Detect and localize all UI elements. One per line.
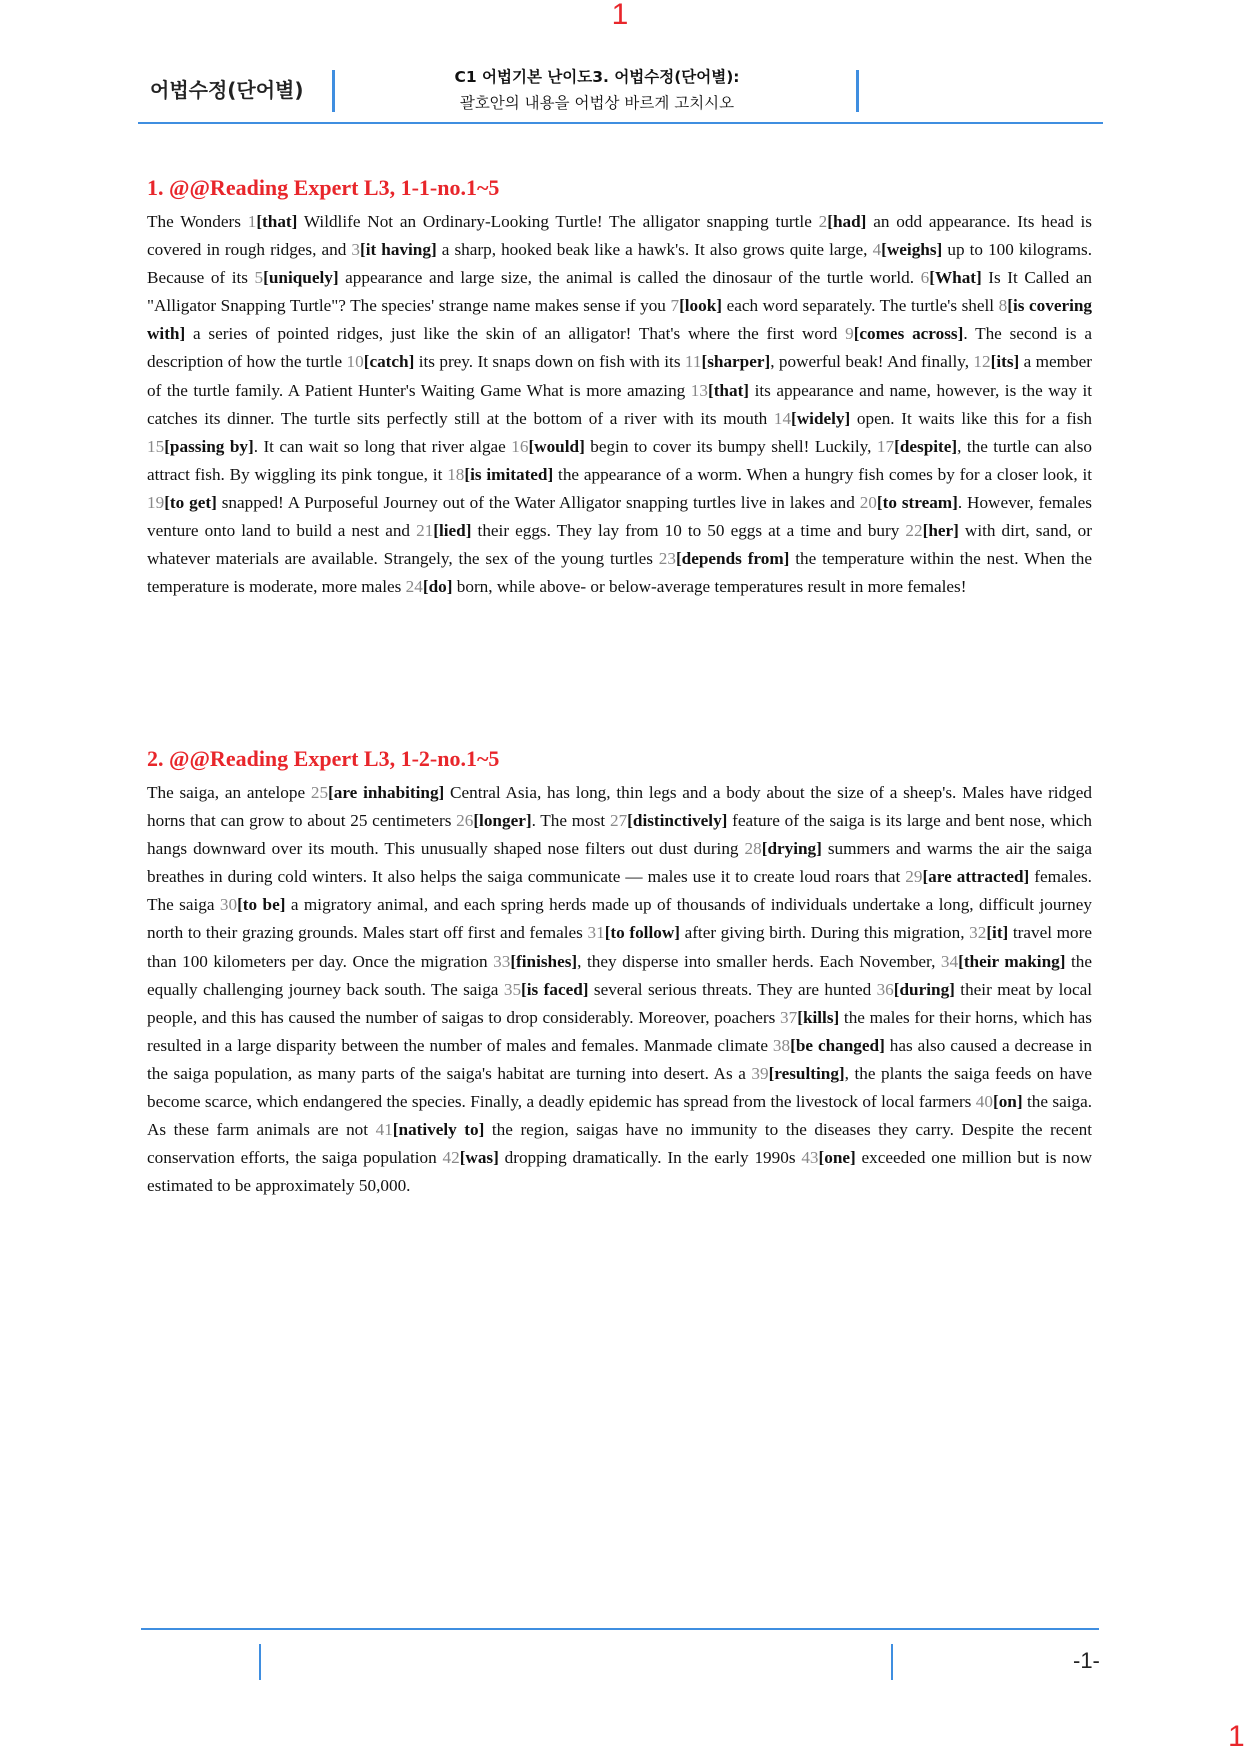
passage-text: The saiga, an antelope	[147, 783, 311, 802]
question-number: 25	[310, 783, 329, 802]
passage-text: several serious threats. They are hunted	[588, 979, 877, 999]
passage-text: , the plants the saiga feeds on have become scarce, which endangered the species. Finally, a deadly epidemic has spread from the livestock of local farmers	[147, 1063, 1092, 1112]
section-1-passage	[147, 208, 1092, 601]
question-number: 17	[876, 436, 895, 456]
question-number: 35	[503, 979, 522, 999]
section-2-title: 2. @@Reading Expert L3, 1-2-no.1~5	[147, 746, 500, 771]
bracketed-answer: [during]	[893, 979, 955, 999]
passage-text: travel more than 100 kilometers per day. Once the migration	[147, 923, 1092, 971]
question-number: 3	[351, 240, 360, 260]
passage-text: . The second is a description of how the turtle	[147, 324, 1092, 372]
question-number: 40	[975, 1092, 993, 1112]
passage-text: The Wonders	[147, 212, 248, 231]
section-2-passage	[147, 779, 1092, 1200]
instruction-line-2: 괄호안의 내용을 어법상 바르게 고치시오	[459, 94, 735, 112]
passage-text: Central Asia, has long, thin legs and a body about the size of a sheep's. Males have ridged horns that can grow to about 25 centimeters	[147, 783, 1092, 831]
bracketed-answer: [that]	[707, 380, 750, 400]
corner-marker: 1	[1228, 1720, 1245, 1753]
question-number: 7	[670, 296, 680, 316]
passage-text: . However, females venture onto land to build a nest and	[147, 492, 1092, 541]
passage-text: their meat by local people, and this has caused the number of saigas to drop considerably. Moreover, poachers	[147, 979, 1093, 1027]
passage-text: has also caused a decrease in the saiga population, as many parts of the saiga's habitat are turning into desert. As a	[147, 1035, 1093, 1083]
passage-text: the equally challenging journey back south. The saiga	[147, 951, 1092, 999]
instruction-line-1: C1 어법기본 난이도3. 어법수정(단어별):	[454, 68, 740, 86]
passage-text: , they disperse into smaller herds. Each November,	[577, 951, 941, 971]
bracketed-answer: [to get]	[164, 492, 217, 512]
bracketed-answer: [longer]	[473, 811, 532, 831]
question-number: 20	[859, 492, 877, 512]
bracketed-answer: [had]	[827, 212, 867, 231]
question-number: 19	[147, 492, 165, 512]
passage-text: snapped! A Purposeful Journey out of the Water Alligator snapping turtles live in lakes and	[216, 492, 860, 512]
question-number: 2	[818, 212, 828, 231]
bracketed-answer: [is imitated]	[464, 464, 554, 484]
passage-text: the temperature within the nest. When the temperature is moderate, more males	[147, 549, 1092, 597]
passage-text: begin to cover its bumpy shell! Luckily,	[584, 436, 877, 456]
passage-text: , the turtle can also attract fish. By wiggling its pink tongue, it	[147, 436, 1092, 484]
footer-divider-right	[891, 1644, 893, 1680]
passage-text: a sharp, hooked beak like a hawk's. It also grows quite large,	[436, 240, 873, 260]
bracketed-answer: [would]	[528, 436, 585, 456]
passage-text: appearance and large size, the animal is called the dinosaur of the turtle world.	[338, 268, 921, 288]
question-number: 31	[587, 923, 605, 943]
question-number: 5	[254, 268, 264, 288]
bracketed-answer: [finishes]	[510, 951, 578, 971]
bracketed-answer: [look]	[679, 296, 723, 316]
question-number: 15	[147, 436, 165, 456]
bracketed-answer: [comes across]	[853, 324, 964, 344]
footer-page-number: -1-	[1073, 1648, 1100, 1673]
question-number: 36	[876, 979, 894, 999]
bracketed-answer: [lied]	[433, 521, 472, 541]
passage-text: a series of pointed ridges, just like the skin of an alligator! That's where the first word	[185, 324, 846, 344]
question-number: 9	[845, 324, 854, 344]
passage-text: a migratory animal, and each spring herds made up of thousands of individuals undertake a long, difficult journey north to their grazing grounds. Males start off first and females	[147, 895, 1092, 943]
passage-text: after giving birth. During this migration,	[679, 923, 970, 943]
bracketed-answer: [distinctively]	[627, 811, 728, 831]
bracketed-answer: [catch]	[363, 352, 415, 372]
bracketed-answer: [sharper]	[701, 352, 771, 372]
passage-text: . It can wait so long that river algae	[253, 436, 512, 456]
bracketed-answer: [passing by]	[164, 436, 254, 456]
bracketed-answer: [do]	[422, 577, 453, 597]
passage-text: its prey. It snaps down on fish with its	[414, 352, 685, 372]
passage-text: Is It Called an "Alligator Snapping Turtle"? The species' strange name makes sense if you	[147, 268, 1092, 316]
bracketed-answer: [it]	[986, 923, 1009, 943]
passage-text: the males for their horns, which has resulted in a large disparity between the number of males and females. Manmade climate	[147, 1007, 1092, 1055]
question-number: 18	[447, 464, 465, 484]
bracketed-answer: [to follow]	[604, 923, 680, 943]
passage-text: females. The saiga	[147, 867, 1092, 915]
question-number: 34	[940, 951, 959, 971]
passage-text: their eggs. They lay from 10 to 50 eggs at a time and bury	[471, 521, 906, 541]
question-number: 41	[375, 1120, 393, 1140]
question-number: 4	[872, 240, 882, 260]
bracketed-answer: [widely]	[791, 408, 851, 428]
question-number: 23	[658, 549, 676, 569]
bracketed-answer: [be changed]	[790, 1035, 885, 1055]
question-number: 43	[801, 1148, 819, 1168]
question-number: 16	[511, 436, 529, 456]
bracketed-answer: [its]	[990, 352, 1020, 372]
bracketed-answer: [are attracted]	[922, 867, 1030, 887]
bracketed-answer: [are inhabiting]	[328, 783, 445, 802]
bracketed-answer: [drying]	[761, 839, 822, 859]
question-number: 33	[493, 951, 511, 971]
passage-text: exceeded one million but is now estimated to be approximately 50,000.	[147, 1148, 1092, 1196]
footer-rule	[141, 1628, 1099, 1630]
passage-text: feature of the saiga is its large and bent nose, which hangs downward over its mouth. This unusually shaped nose filters out dust during	[147, 811, 1092, 859]
question-number: 37	[780, 1007, 798, 1027]
worksheet-title: 어법수정(단어별)	[150, 78, 304, 102]
passage-text: summers and warms the air the saiga breathes in during cold winters. It also helps the saiga communicate — males use it to create loud roars that	[147, 839, 1093, 887]
footer-divider-left	[259, 1644, 261, 1680]
question-number: 12	[973, 352, 991, 372]
section-1-title: 1. @@Reading Expert L3, 1-1-no.1~5	[147, 175, 500, 200]
passage-text: Wildlife Not an Ordinary-Looking Turtle! The alligator snapping turtle	[297, 212, 819, 231]
question-number: 38	[772, 1035, 791, 1055]
question-number: 42	[442, 1148, 460, 1168]
bracketed-answer: [her]	[922, 521, 959, 541]
worksheet-instructions	[336, 64, 858, 116]
passage-text: with dirt, sand, or whatever materials are available. Strangely, the sex of the young turtles	[147, 521, 1092, 569]
question-number: 24	[405, 577, 423, 597]
question-number: 13	[690, 380, 708, 400]
question-number: 30	[219, 895, 238, 915]
bracketed-answer: [resulting]	[768, 1063, 845, 1083]
question-number: 10	[346, 352, 364, 372]
question-number: 26	[456, 811, 474, 831]
passage-text: the appearance of a worm. When a hungry fish comes by for a closer look, it	[553, 464, 1093, 484]
passage-text: up to 100 kilograms. Because of its	[147, 240, 1092, 288]
bracketed-answer: [What]	[929, 268, 982, 288]
question-number: 32	[969, 923, 987, 943]
bracketed-answer: [to be]	[237, 895, 286, 915]
page-marker: 1	[611, 0, 629, 31]
question-number: 39	[751, 1063, 769, 1083]
bracketed-answer: [their making]	[958, 951, 1066, 971]
passage-text: open. It waits like this for a fish	[850, 408, 1092, 428]
bracketed-answer: [uniquely]	[263, 268, 339, 288]
question-number: 1	[247, 212, 257, 231]
passage-text: the region, saigas have no immunity to the diseases they carry. Despite the recent conservation efforts, the saiga population	[147, 1120, 1093, 1168]
passage-text: , powerful beak! And finally,	[770, 352, 974, 372]
bracketed-answer: [one]	[818, 1148, 856, 1168]
passage-text: . The most	[531, 811, 610, 831]
question-number: 8	[998, 296, 1008, 316]
question-number: 27	[609, 811, 628, 831]
passage-text: a member of the turtle family. A Patient Hunter's Waiting Game What is more amazing	[147, 352, 1092, 400]
bracketed-answer: [weighs]	[881, 240, 943, 260]
question-number: 28	[744, 839, 762, 859]
passage-text: dropping dramatically. In the early 1990s	[498, 1148, 802, 1168]
bracketed-answer: [is faced]	[521, 979, 589, 999]
question-number: 6	[920, 268, 930, 288]
passage-text: the saiga. As these farm animals are not	[147, 1092, 1092, 1140]
header-divider-left	[332, 70, 335, 112]
question-number: 14	[773, 408, 792, 428]
header-divider-right	[856, 70, 859, 112]
question-number: 11	[684, 352, 702, 372]
bracketed-answer: [despite]	[894, 436, 958, 456]
question-number: 22	[905, 521, 923, 541]
question-number: 29	[905, 867, 923, 887]
bracketed-answer: [depends from]	[675, 549, 790, 569]
bracketed-answer: [on]	[992, 1092, 1023, 1112]
bracketed-answer: [is covering with]	[147, 296, 1092, 344]
bracketed-answer: [it having]	[359, 240, 437, 260]
passage-text: an odd appearance. Its head is covered in rough ridges, and	[147, 212, 1092, 260]
bracketed-answer: [kills]	[797, 1007, 840, 1027]
passage-text: born, while above- or below-average temperatures result in more females!	[452, 577, 967, 597]
question-number: 21	[416, 521, 434, 541]
bracketed-answer: [to stream]	[876, 492, 958, 512]
passage-text: each word separately. The turtle's shell	[722, 296, 999, 316]
header-rule	[138, 122, 1103, 124]
bracketed-answer: [that]	[256, 212, 298, 231]
bracketed-answer: [was]	[459, 1148, 499, 1168]
bracketed-answer: [natively to]	[392, 1120, 485, 1140]
passage-text: its appearance and name, however, is the way it catches its dinner. The turtle sits perfectly still at the bottom of a river with its mouth	[147, 380, 1093, 428]
